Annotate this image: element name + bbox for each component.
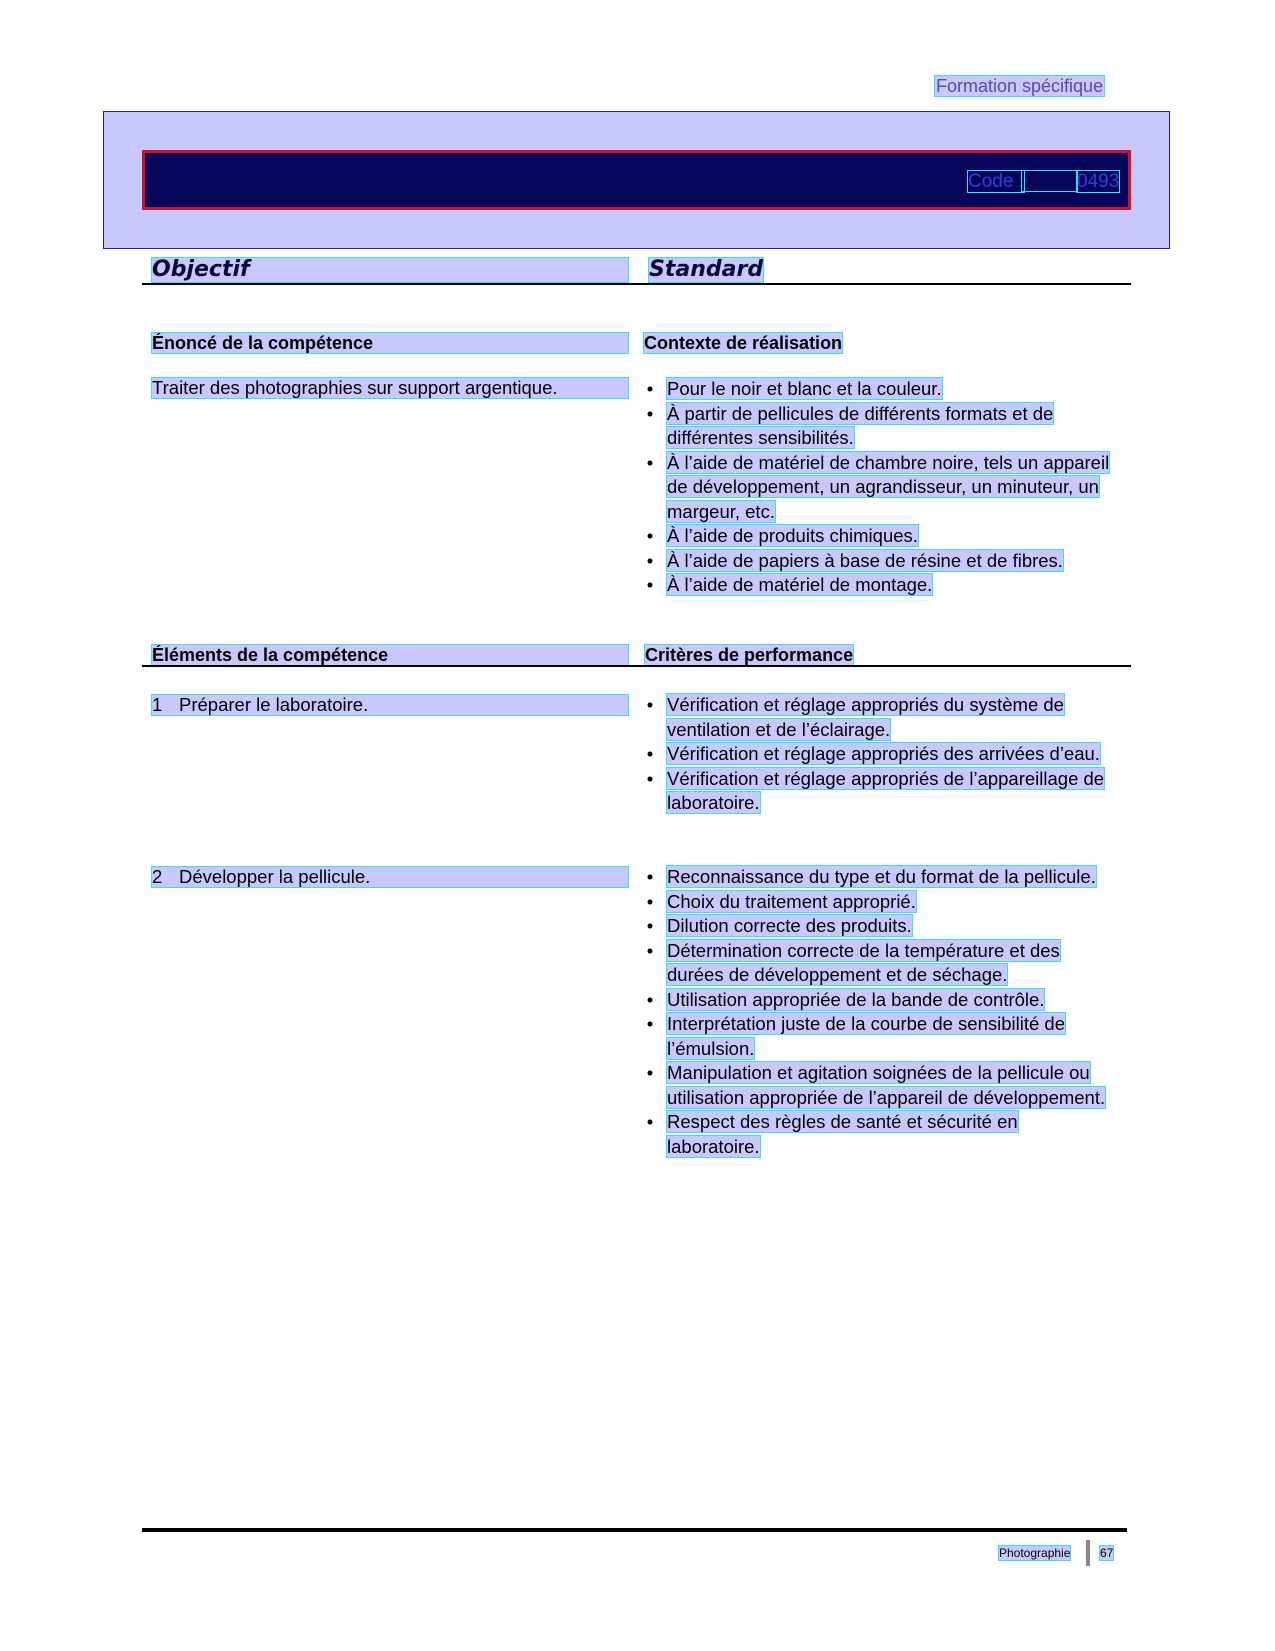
footer-rule — [142, 1528, 1127, 1532]
code-value: 0493 — [1077, 171, 1120, 192]
list-item: • Détermination correcte de la température et des durées de développement et de séchage. — [646, 939, 1060, 985]
header-label: Formation spécifique — [936, 76, 1104, 96]
list-item: • À l’aide de matériel de montage. — [645, 573, 1115, 598]
bullet-icon: • — [646, 988, 654, 1010]
bullet-icon: • — [646, 743, 654, 764]
bullet-icon: • — [646, 574, 654, 595]
element-1 — [152, 695, 628, 715]
element-text: Développer la pellicule. — [179, 866, 371, 887]
bullet-icon: • — [646, 939, 654, 961]
list-item: • À l’aide de papiers à base de résine et de fibres. — [645, 549, 1115, 574]
element-number: 1 — [152, 694, 163, 715]
bullet-icon: • — [646, 866, 654, 887]
list-item: • À l’aide de produits chimiques. — [645, 524, 1115, 549]
bullet-icon: • — [646, 890, 654, 912]
page-number: 67 — [1100, 1546, 1114, 1560]
element-number: 2 — [152, 866, 163, 887]
bullet-icon: • — [646, 1013, 654, 1034]
list-item: • Utilisation appropriée de la bande de contrôle. — [645, 988, 1115, 1013]
bullet-icon: • — [646, 694, 654, 715]
bullet-icon: • — [646, 1062, 654, 1083]
list-item: • Choix du traitement approprié. — [645, 890, 1115, 915]
criteria-list-1 — [645, 693, 1115, 816]
code-label: Code : — [968, 171, 1024, 192]
list-item: • Manipulation et agitation soignées de la pellicule ou utilisation appropriée de l’appareil de développement. — [646, 1062, 1106, 1108]
statement-heading: Énoncé de la compétence — [152, 333, 628, 353]
context-list — [645, 377, 1115, 598]
list-item: • À partir de pellicules de différents formats et de différentes sensibilités. — [646, 402, 1054, 448]
element-text: Préparer le laboratoire. — [179, 694, 369, 715]
column-heading-objectif: Objectif — [152, 258, 628, 282]
bullet-icon: • — [646, 915, 654, 936]
list-item: • Vérification et réglage appropriés du système de ventilation et de l’éclairage. — [646, 694, 1064, 740]
bullet-icon: • — [646, 549, 654, 571]
code-separator — [1022, 171, 1077, 191]
bullet-icon: • — [646, 402, 654, 424]
header-divider — [142, 283, 1131, 285]
element-2 — [152, 867, 628, 887]
list-item: • Pour le noir et blanc et la couleur. — [645, 377, 1115, 402]
footer-program: Photographie — [999, 1546, 1071, 1560]
bullet-icon: • — [646, 1111, 654, 1132]
bullet-icon: • — [646, 378, 654, 399]
criteria-list-2 — [645, 865, 1115, 1159]
list-item: • Reconnaissance du type et du format de la pellicule. — [645, 865, 1115, 890]
list-item: • Interprétation juste de la courbe de sensibilité de l’émulsion. — [646, 1013, 1066, 1059]
elements-heading: Éléments de la compétence — [152, 645, 628, 665]
list-item: • Dilution correcte des produits. — [645, 914, 1115, 939]
list-item: • À l’aide de matériel de chambre noire, tels un appareil de développement, un agrandisseur, un minuteur, un margeur, etc. — [646, 451, 1110, 522]
context-heading: Contexte de réalisation — [644, 333, 843, 353]
footer-separator — [1086, 1540, 1090, 1566]
bullet-icon: • — [646, 767, 654, 789]
bullet-icon: • — [646, 525, 654, 546]
list-item: • Respect des règles de santé et sécurité en laboratoire. — [646, 1111, 1018, 1157]
list-item: • Vérification et réglage appropriés de l’appareillage de laboratoire. — [646, 767, 1105, 813]
criteria-heading: Critères de performance — [645, 645, 854, 665]
elements-divider — [142, 665, 1131, 667]
competence-statement: Traiter des photographies sur support argentique. — [152, 378, 628, 398]
list-item: • Vérification et réglage appropriés des arrivées d’eau. — [645, 742, 1115, 767]
bullet-icon: • — [646, 451, 654, 473]
column-heading-standard: Standard — [649, 257, 764, 282]
